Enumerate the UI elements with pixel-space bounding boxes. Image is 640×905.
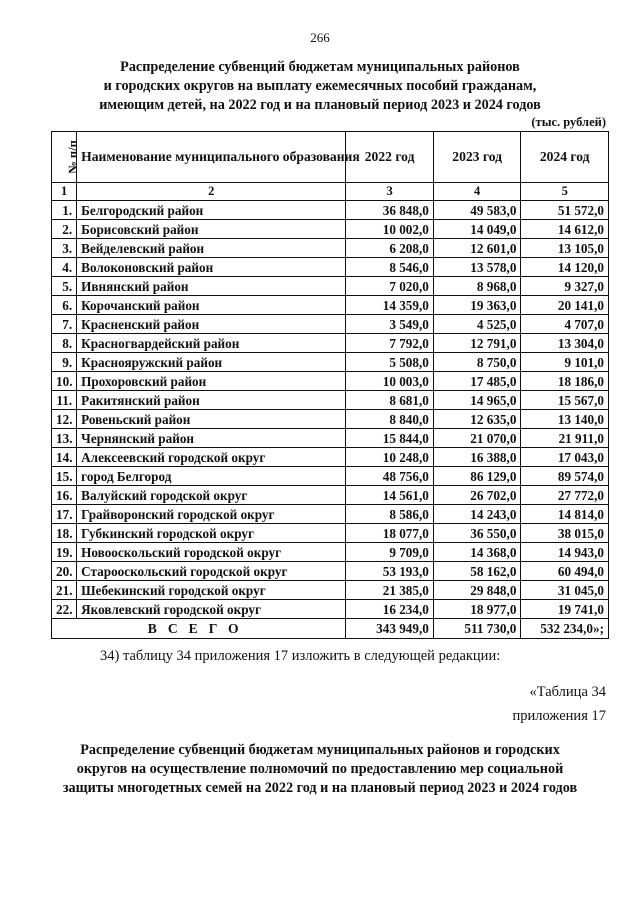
table-row	[52, 505, 609, 524]
column-index-row	[52, 183, 609, 201]
value-2022: 10 002,0	[346, 220, 434, 239]
row-number: 21.	[52, 581, 77, 600]
value-2024: 21 911,0	[521, 429, 609, 448]
municipality-name: город Белгород	[77, 467, 346, 486]
table-row	[52, 524, 609, 543]
value-2024: 27 772,0	[521, 486, 609, 505]
value-2023: 49 583,0	[433, 201, 521, 220]
value-2022: 5 508,0	[346, 353, 434, 372]
header-2022: 2022 год	[346, 132, 434, 183]
value-2024: 4 707,0	[521, 315, 609, 334]
row-number: 2.	[52, 220, 77, 239]
value-2022: 48 756,0	[346, 467, 434, 486]
table-row	[52, 543, 609, 562]
total-row	[52, 619, 609, 639]
municipality-name: Борисовский район	[77, 220, 346, 239]
municipality-name: Грайворонский городской округ	[77, 505, 346, 524]
value-2022: 16 234,0	[346, 600, 434, 619]
value-2023: 13 578,0	[433, 258, 521, 277]
municipality-name: Ровеньский район	[77, 410, 346, 429]
title-line: Распределение субвенций бюджетам муниципальных районов	[120, 59, 520, 75]
table-row	[52, 562, 609, 581]
row-number: 3.	[52, 239, 77, 258]
municipality-name: Краснояружский район	[77, 353, 346, 372]
title-line: и городских округов на выплату ежемесячных пособий гражданам,	[103, 78, 537, 94]
value-2024: 19 741,0	[521, 600, 609, 619]
row-number: 12.	[52, 410, 77, 429]
row-number: 18.	[52, 524, 77, 543]
value-2024: 13 105,0	[521, 239, 609, 258]
row-number: 1.	[52, 201, 77, 220]
value-2023: 12 601,0	[433, 239, 521, 258]
municipality-name: Волоконовский район	[77, 258, 346, 277]
value-2023: 86 129,0	[433, 467, 521, 486]
municipality-name: Губкинский городской округ	[77, 524, 346, 543]
row-number: 9.	[52, 353, 77, 372]
value-2024: 51 572,0	[521, 201, 609, 220]
table-row	[52, 448, 609, 467]
table-row	[52, 315, 609, 334]
title-line: защиты многодетных семей на 2022 год и на плановый период 2023 и 2024 годов	[62, 780, 578, 796]
total-2023: 511 730,0	[433, 619, 521, 639]
municipality-name: Чернянский район	[77, 429, 346, 448]
column-index: 1	[52, 183, 77, 201]
row-number: 7.	[52, 315, 77, 334]
table-row	[52, 581, 609, 600]
row-number: 16.	[52, 486, 77, 505]
units-label: (тыс. рублей)	[531, 115, 606, 129]
value-2023: 14 368,0	[433, 543, 521, 562]
municipality-name: Ракитянский район	[77, 391, 346, 410]
municipality-name: Прохоровский район	[77, 372, 346, 391]
table-row	[52, 296, 609, 315]
value-2024: 20 141,0	[521, 296, 609, 315]
title-line: Распределение субвенций бюджетам муниципальных районов и городских	[80, 742, 560, 758]
value-2023: 14 049,0	[433, 220, 521, 239]
title-line: округов на осуществление полномочий по предоставлению мер социальной	[76, 761, 564, 777]
total-label: ВСЕГО	[52, 619, 346, 639]
header-num-label: № п/п	[65, 140, 80, 174]
value-2022: 7 020,0	[346, 277, 434, 296]
table-row	[52, 372, 609, 391]
value-2022: 9 709,0	[346, 543, 434, 562]
value-2022: 8 840,0	[346, 410, 434, 429]
document-title	[40, 58, 600, 115]
row-number: 22.	[52, 600, 77, 619]
municipality-name: Белгородский район	[77, 201, 346, 220]
table-row	[52, 600, 609, 619]
value-2023: 8 968,0	[433, 277, 521, 296]
value-2023: 12 635,0	[433, 410, 521, 429]
row-number: 19.	[52, 543, 77, 562]
municipality-name: Красногвардейский район	[77, 334, 346, 353]
value-2023: 26 702,0	[433, 486, 521, 505]
value-2022: 14 561,0	[346, 486, 434, 505]
value-2024: 60 494,0	[521, 562, 609, 581]
value-2024: 38 015,0	[521, 524, 609, 543]
value-2022: 53 193,0	[346, 562, 434, 581]
municipality-name: Старооскольский городской округ	[77, 562, 346, 581]
value-2022: 10 248,0	[346, 448, 434, 467]
header-2023: 2023 год	[433, 132, 521, 183]
row-number: 14.	[52, 448, 77, 467]
value-2022: 8 586,0	[346, 505, 434, 524]
value-2022: 8 546,0	[346, 258, 434, 277]
value-2023: 19 363,0	[433, 296, 521, 315]
value-2024: 17 043,0	[521, 448, 609, 467]
municipality-name: Яковлевский городской округ	[77, 600, 346, 619]
value-2023: 14 965,0	[433, 391, 521, 410]
table-row	[52, 353, 609, 372]
value-2023: 8 750,0	[433, 353, 521, 372]
total-2022: 343 949,0	[346, 619, 434, 639]
value-2022: 6 208,0	[346, 239, 434, 258]
appendix-reference: приложения 17	[512, 708, 606, 724]
value-2022: 7 792,0	[346, 334, 434, 353]
column-index: 3	[346, 183, 434, 201]
row-number: 13.	[52, 429, 77, 448]
subvention-table	[51, 131, 609, 639]
header-num	[52, 132, 80, 183]
value-2022: 21 385,0	[346, 581, 434, 600]
instruction-text: 34) таблицу 34 приложения 17 изложить в следующей редакции:	[100, 648, 501, 664]
header-row	[52, 132, 609, 183]
value-2023: 29 848,0	[433, 581, 521, 600]
value-2024: 13 140,0	[521, 410, 609, 429]
title-line: имеющим детей, на 2022 год и на плановый период 2023 и 2024 годов	[99, 97, 541, 113]
value-2024: 89 574,0	[521, 467, 609, 486]
table-row	[52, 239, 609, 258]
table-row	[52, 258, 609, 277]
value-2024: 15 567,0	[521, 391, 609, 410]
table-row	[52, 429, 609, 448]
municipality-name: Вейделевский район	[77, 239, 346, 258]
value-2024: 31 045,0	[521, 581, 609, 600]
value-2024: 14 814,0	[521, 505, 609, 524]
value-2024: 18 186,0	[521, 372, 609, 391]
total-2024: 532 234,0»;	[521, 619, 609, 639]
municipality-name: Валуйский городской округ	[77, 486, 346, 505]
row-number: 10.	[52, 372, 77, 391]
row-number: 5.	[52, 277, 77, 296]
table-row	[52, 220, 609, 239]
table-row	[52, 201, 609, 220]
value-2023: 18 977,0	[433, 600, 521, 619]
second-title	[24, 741, 616, 798]
column-index: 2	[77, 183, 346, 201]
row-number: 17.	[52, 505, 77, 524]
municipality-name: Красненский район	[77, 315, 346, 334]
value-2023: 12 791,0	[433, 334, 521, 353]
value-2024: 14 943,0	[521, 543, 609, 562]
header-name: Наименование муниципального образования	[77, 132, 346, 183]
value-2024: 13 304,0	[521, 334, 609, 353]
row-number: 4.	[52, 258, 77, 277]
value-2023: 14 243,0	[433, 505, 521, 524]
municipality-name: Шебекинский городской округ	[77, 581, 346, 600]
column-index: 5	[521, 183, 609, 201]
row-number: 11.	[52, 391, 77, 410]
municipality-name: Корочанский район	[77, 296, 346, 315]
table-reference: «Таблица 34	[529, 684, 606, 700]
row-number: 15.	[52, 467, 77, 486]
value-2022: 18 077,0	[346, 524, 434, 543]
header-2024: 2024 год	[521, 132, 609, 183]
table-row	[52, 277, 609, 296]
row-number: 6.	[52, 296, 77, 315]
value-2024: 14 612,0	[521, 220, 609, 239]
value-2024: 14 120,0	[521, 258, 609, 277]
value-2023: 17 485,0	[433, 372, 521, 391]
value-2023: 36 550,0	[433, 524, 521, 543]
value-2022: 36 848,0	[346, 201, 434, 220]
municipality-name: Новооскольский городской округ	[77, 543, 346, 562]
value-2022: 15 844,0	[346, 429, 434, 448]
value-2023: 16 388,0	[433, 448, 521, 467]
table-row	[52, 334, 609, 353]
table-row	[52, 467, 609, 486]
value-2023: 58 162,0	[433, 562, 521, 581]
page-number: 266	[310, 30, 330, 45]
table-body	[52, 201, 609, 619]
row-number: 8.	[52, 334, 77, 353]
table-row	[52, 410, 609, 429]
column-index: 4	[433, 183, 521, 201]
table-row	[52, 391, 609, 410]
row-number: 20.	[52, 562, 77, 581]
value-2022: 14 359,0	[346, 296, 434, 315]
value-2022: 8 681,0	[346, 391, 434, 410]
municipality-name: Ивнянский район	[77, 277, 346, 296]
value-2024: 9 101,0	[521, 353, 609, 372]
municipality-name: Алексеевский городской округ	[77, 448, 346, 467]
value-2022: 10 003,0	[346, 372, 434, 391]
value-2023: 21 070,0	[433, 429, 521, 448]
value-2023: 4 525,0	[433, 315, 521, 334]
table-row	[52, 486, 609, 505]
value-2024: 9 327,0	[521, 277, 609, 296]
value-2022: 3 549,0	[346, 315, 434, 334]
